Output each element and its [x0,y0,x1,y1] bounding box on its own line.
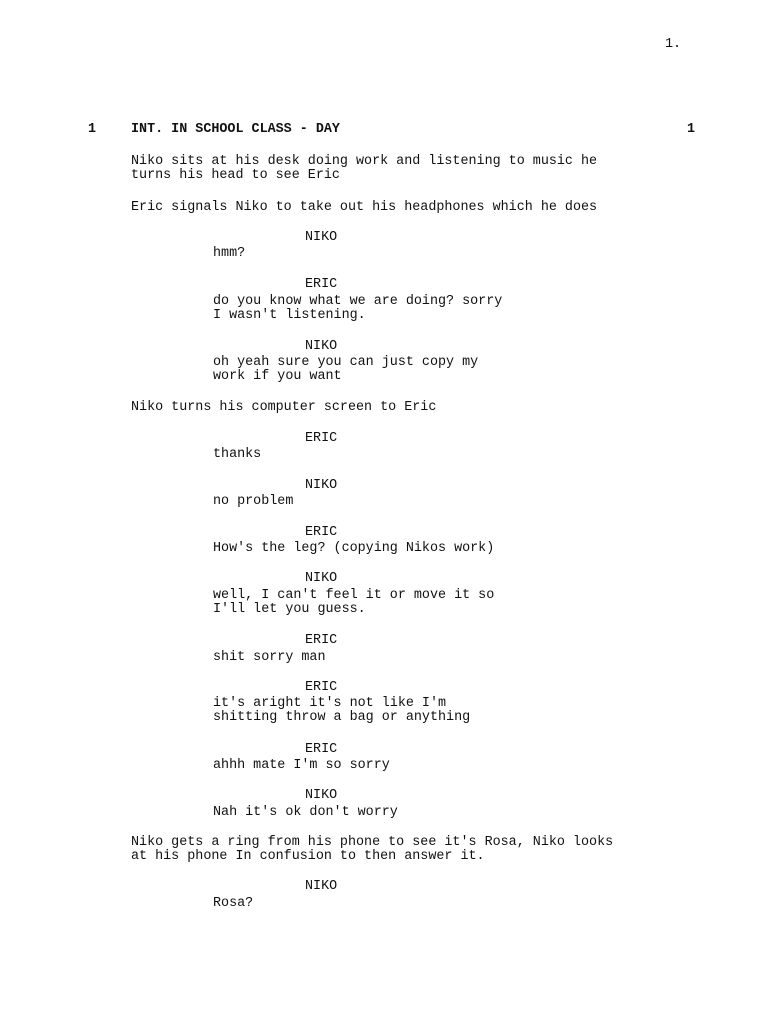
dialogue-line: shitting throw a bag or anything [213,710,471,725]
character-line: ERIC [305,742,338,757]
character-line: ERIC [305,633,338,648]
dialogue-line: shit sorry man [213,650,326,665]
dialogue-line: well, I can't feel it or move it so [213,588,495,603]
dialogue-line: no problem [213,494,294,509]
dialogue-line: I'll let you guess. [213,602,366,617]
dialogue-line: oh yeah sure you can just copy my [213,355,479,370]
dialogue-line: do you know what we are doing? sorry [213,294,503,309]
character-line: ERIC [305,680,338,695]
character-line: NIKO [305,478,338,493]
character-line: NIKO [305,879,338,894]
action-line: at his phone In confusion to then answer it. [131,849,485,864]
character-line: ERIC [305,525,338,540]
dialogue-line: hmm? [213,246,246,261]
dialogue-line: Nah it's ok don't worry [213,805,398,820]
character-line: ERIC [305,431,338,446]
action-line: Niko sits at his desk doing work and listening to music he [131,154,598,169]
dialogue-line: How's the leg? (copying Nikos work) [213,541,495,556]
action-line: Niko turns his computer screen to Eric [131,400,437,415]
action-line: Niko gets a ring from his phone to see it's Rosa, Niko looks [131,835,614,850]
scene-number-right: 1 [687,122,696,137]
page-number: 1. [665,37,682,52]
scene-heading: INT. IN SCHOOL CLASS - DAY [131,122,340,137]
dialogue-line: I wasn't listening. [213,308,366,323]
dialogue-line: Rosa? [213,896,254,911]
character-line: NIKO [305,788,338,803]
action-line: Eric signals Niko to take out his headphones which he does [131,200,598,215]
scene-number-left: 1 [88,122,97,137]
dialogue-line: ahhh mate I'm so sorry [213,758,390,773]
dialogue-line: it's aright it's not like I'm [213,696,447,711]
action-line: turns his head to see Eric [131,168,340,183]
dialogue-line: work if you want [213,369,342,384]
character-line: NIKO [305,339,338,354]
dialogue-line: thanks [213,447,262,462]
character-line: NIKO [305,230,338,245]
character-line: NIKO [305,571,338,586]
character-line: ERIC [305,277,338,292]
